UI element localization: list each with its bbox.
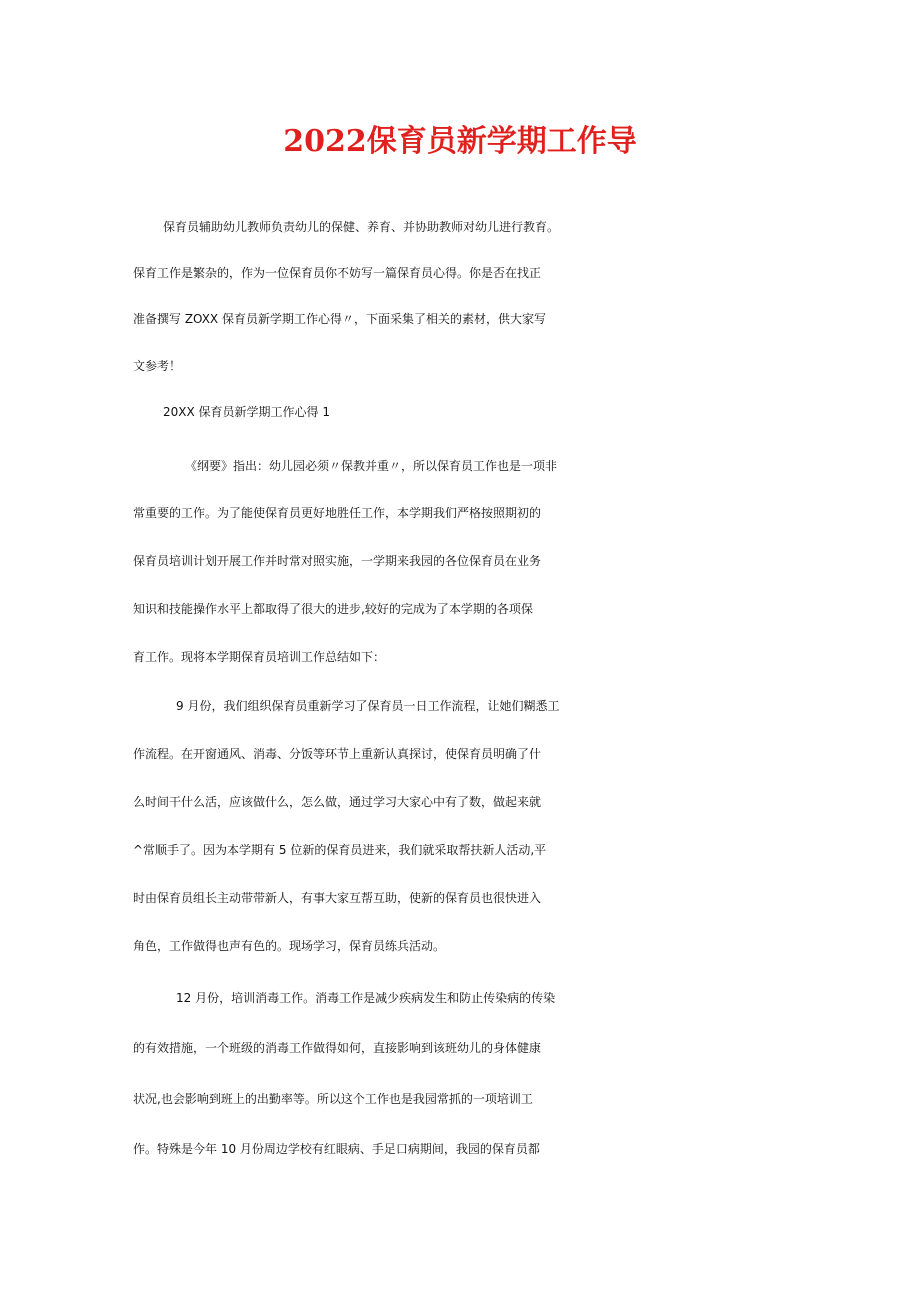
para2-line-5: 时由保育员组长主动带带新人，有事大家互帮互助，使新的保育员也很快进入 [133, 891, 542, 905]
document-title: 2022保育员新学期工作导 [283, 124, 637, 159]
para3-line-3: 状况,也会影响到班上的出勤率等。所以这个工作也是我园常抓的一项培训工 [133, 1092, 533, 1106]
para1-line-2: 常重要的工作。为了能使保育员更好地胜任工作，本学期我们严格按照期初的 [133, 506, 542, 520]
para2-line-4: ^常顺手了。因为本学期有 5 位新的保育员进来，我们就采取帮扶新人活动,平 [133, 843, 547, 857]
para3-line-2: 的有效措施，一个班级的消毒工作做得如何，直接影响到该班幼儿的身体健康 [133, 1041, 542, 1055]
intro-line-1: 保育员辅助幼儿教师负责幼儿的保健、养育、并协助教师对幼儿进行教育。 [163, 220, 560, 234]
para2-line-1: 9 月份，我们组织保育员重新学习了保育员一日工作流程，让她们糊悉工 [176, 699, 560, 713]
para2-line-6: 角色，工作做得也声有色的。现场学习，保育员练兵活动。 [133, 939, 446, 953]
intro-line-4: 文参考！ [133, 359, 182, 373]
para3-line-1: 12 月份，培训消毒工作。消毒工作是减少疾病发生和防止传染病的传染 [176, 991, 556, 1005]
para1-line-1: 《纲要》指出：幼儿园必须〃保教并重〃，所以保育员工作也是一项非 [185, 459, 558, 473]
intro-line-3: 准备撰写 ZOXX 保育员新学期工作心得〃，下面采集了相关的素材，供大家写 [133, 312, 546, 326]
para1-line-4: 知识和技能操作水平上都取得了很大的进步,较好的完成为了本学期的各项保 [133, 602, 533, 616]
para1-line-3: 保育员培训计划开展工作并时常对照实施，一学期来我园的各位保育员在业务 [133, 554, 542, 568]
para3-line-4: 作。特殊是今年 10 月份周边学校有红眼病、手足口病期间，我园的保育员都 [133, 1142, 540, 1156]
para2-line-3: 么时间干什么活，应该做什么，怎么做，通过学习大家心中有了数，做起来就 [133, 795, 542, 809]
intro-line-2: 保育工作是繁杂的，作为一位保育员你不妨写一篇保育员心得。你是否在找正 [133, 266, 542, 280]
section-heading: 20XX 保育员新学期工作心得 1 [163, 405, 330, 419]
para1-line-5: 育工作。现将本学期保育员培训工作总结如下： [133, 650, 386, 664]
para2-line-2: 作流程。在开窗通风、消毒、分饭等环节上重新认真探讨，使保育员明确了什 [133, 747, 542, 761]
